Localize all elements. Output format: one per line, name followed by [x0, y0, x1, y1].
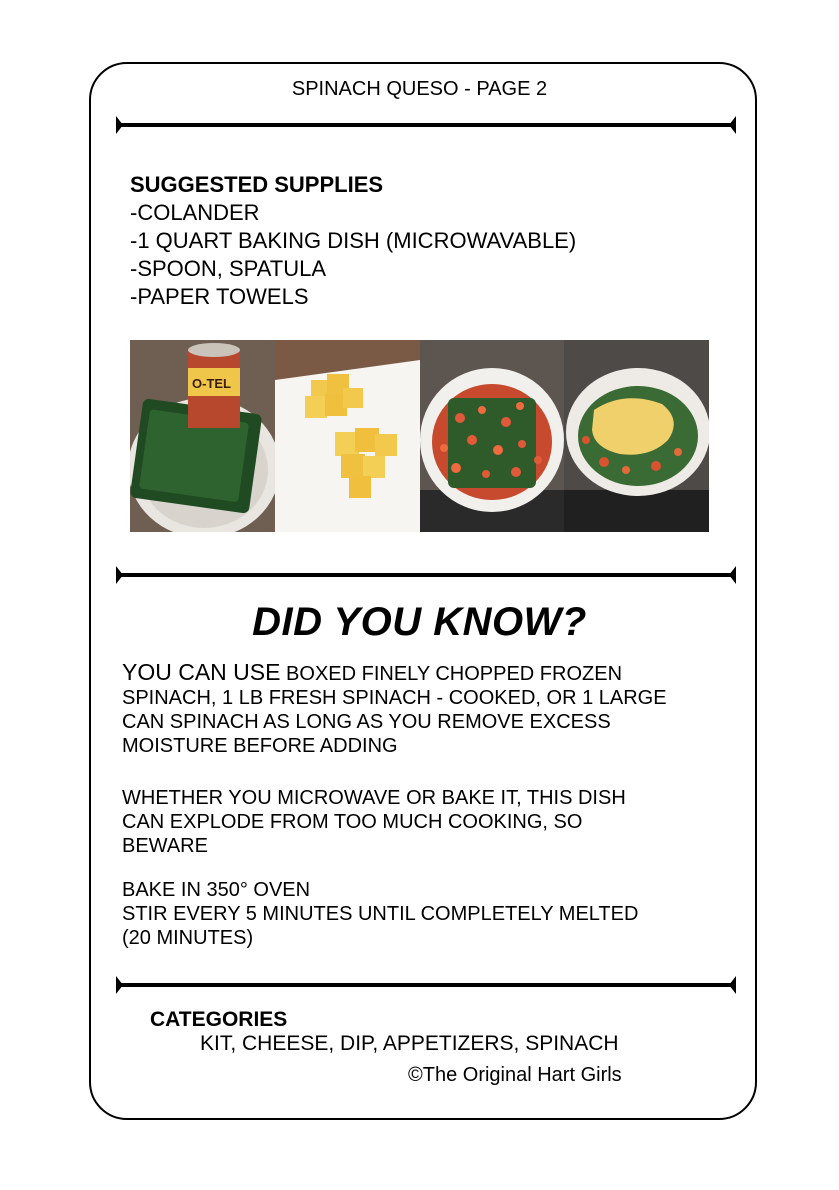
tip-line: (20 MINUTES)	[122, 927, 254, 949]
tip-line: WHETHER YOU MICROWAVE OR BAKE IT, THIS DISH	[122, 787, 626, 809]
supply-item: -SPOON, SPATULA	[130, 256, 327, 281]
supplies-title: SUGGESTED SUPPLIES	[130, 172, 384, 197]
supply-item: -COLANDER	[130, 200, 260, 225]
divider-middle	[116, 566, 736, 584]
tip-line: SPINACH, 1 LB FRESH SPINACH - COOKED, OR 1 LARGE	[122, 687, 667, 709]
photo-spinach-with-tomatoes	[420, 340, 565, 532]
tip-paragraph-warning	[122, 786, 742, 858]
tip-line: STIR EVERY 5 MINUTES UNTIL COMPLETELY MELTED	[122, 903, 639, 925]
tip-line: CAN SPINACH AS LONG AS YOU REMOVE EXCESS	[122, 711, 611, 733]
divider-bottom	[116, 976, 736, 994]
page-title: SPINACH QUESO - PAGE 2	[291, 78, 548, 100]
copyright-notice: ©The Original Hart Girls	[408, 1064, 622, 1086]
tip-line: BEWARE	[122, 835, 208, 857]
categories-list: KIT, CHEESE, DIP, APPETIZERS, SPINACH	[200, 1032, 619, 1055]
suggested-supplies	[130, 171, 576, 311]
supply-item: -1 QUART BAKING DISH (MICROWAVABLE)	[130, 228, 577, 253]
tip-lead: YOU CAN USE	[122, 659, 281, 685]
tip-line: BAKE IN 350° OVEN	[122, 879, 311, 901]
photo-cheese-cubes	[275, 340, 420, 532]
photo-frozen-spinach-and-can	[130, 340, 275, 532]
tip-line: MOISTURE BEFORE ADDING	[122, 735, 398, 757]
tip-line: CAN EXPLODE FROM TOO MUCH COOKING, SO	[122, 811, 583, 833]
supply-item: -PAPER TOWELS	[130, 284, 309, 309]
did-you-know-heading: DID YOU KNOW?	[252, 600, 587, 644]
recipe-photo-strip	[130, 340, 709, 532]
can-label-text: O-TEL	[192, 376, 231, 391]
categories-title: CATEGORIES	[150, 1008, 288, 1031]
tip-line: BOXED FINELY CHOPPED FROZEN	[280, 663, 623, 685]
photo-melted-queso	[564, 340, 709, 532]
tip-paragraph-baking	[122, 878, 742, 950]
divider-top	[116, 116, 736, 134]
tip-paragraph-substitutes	[122, 660, 742, 758]
